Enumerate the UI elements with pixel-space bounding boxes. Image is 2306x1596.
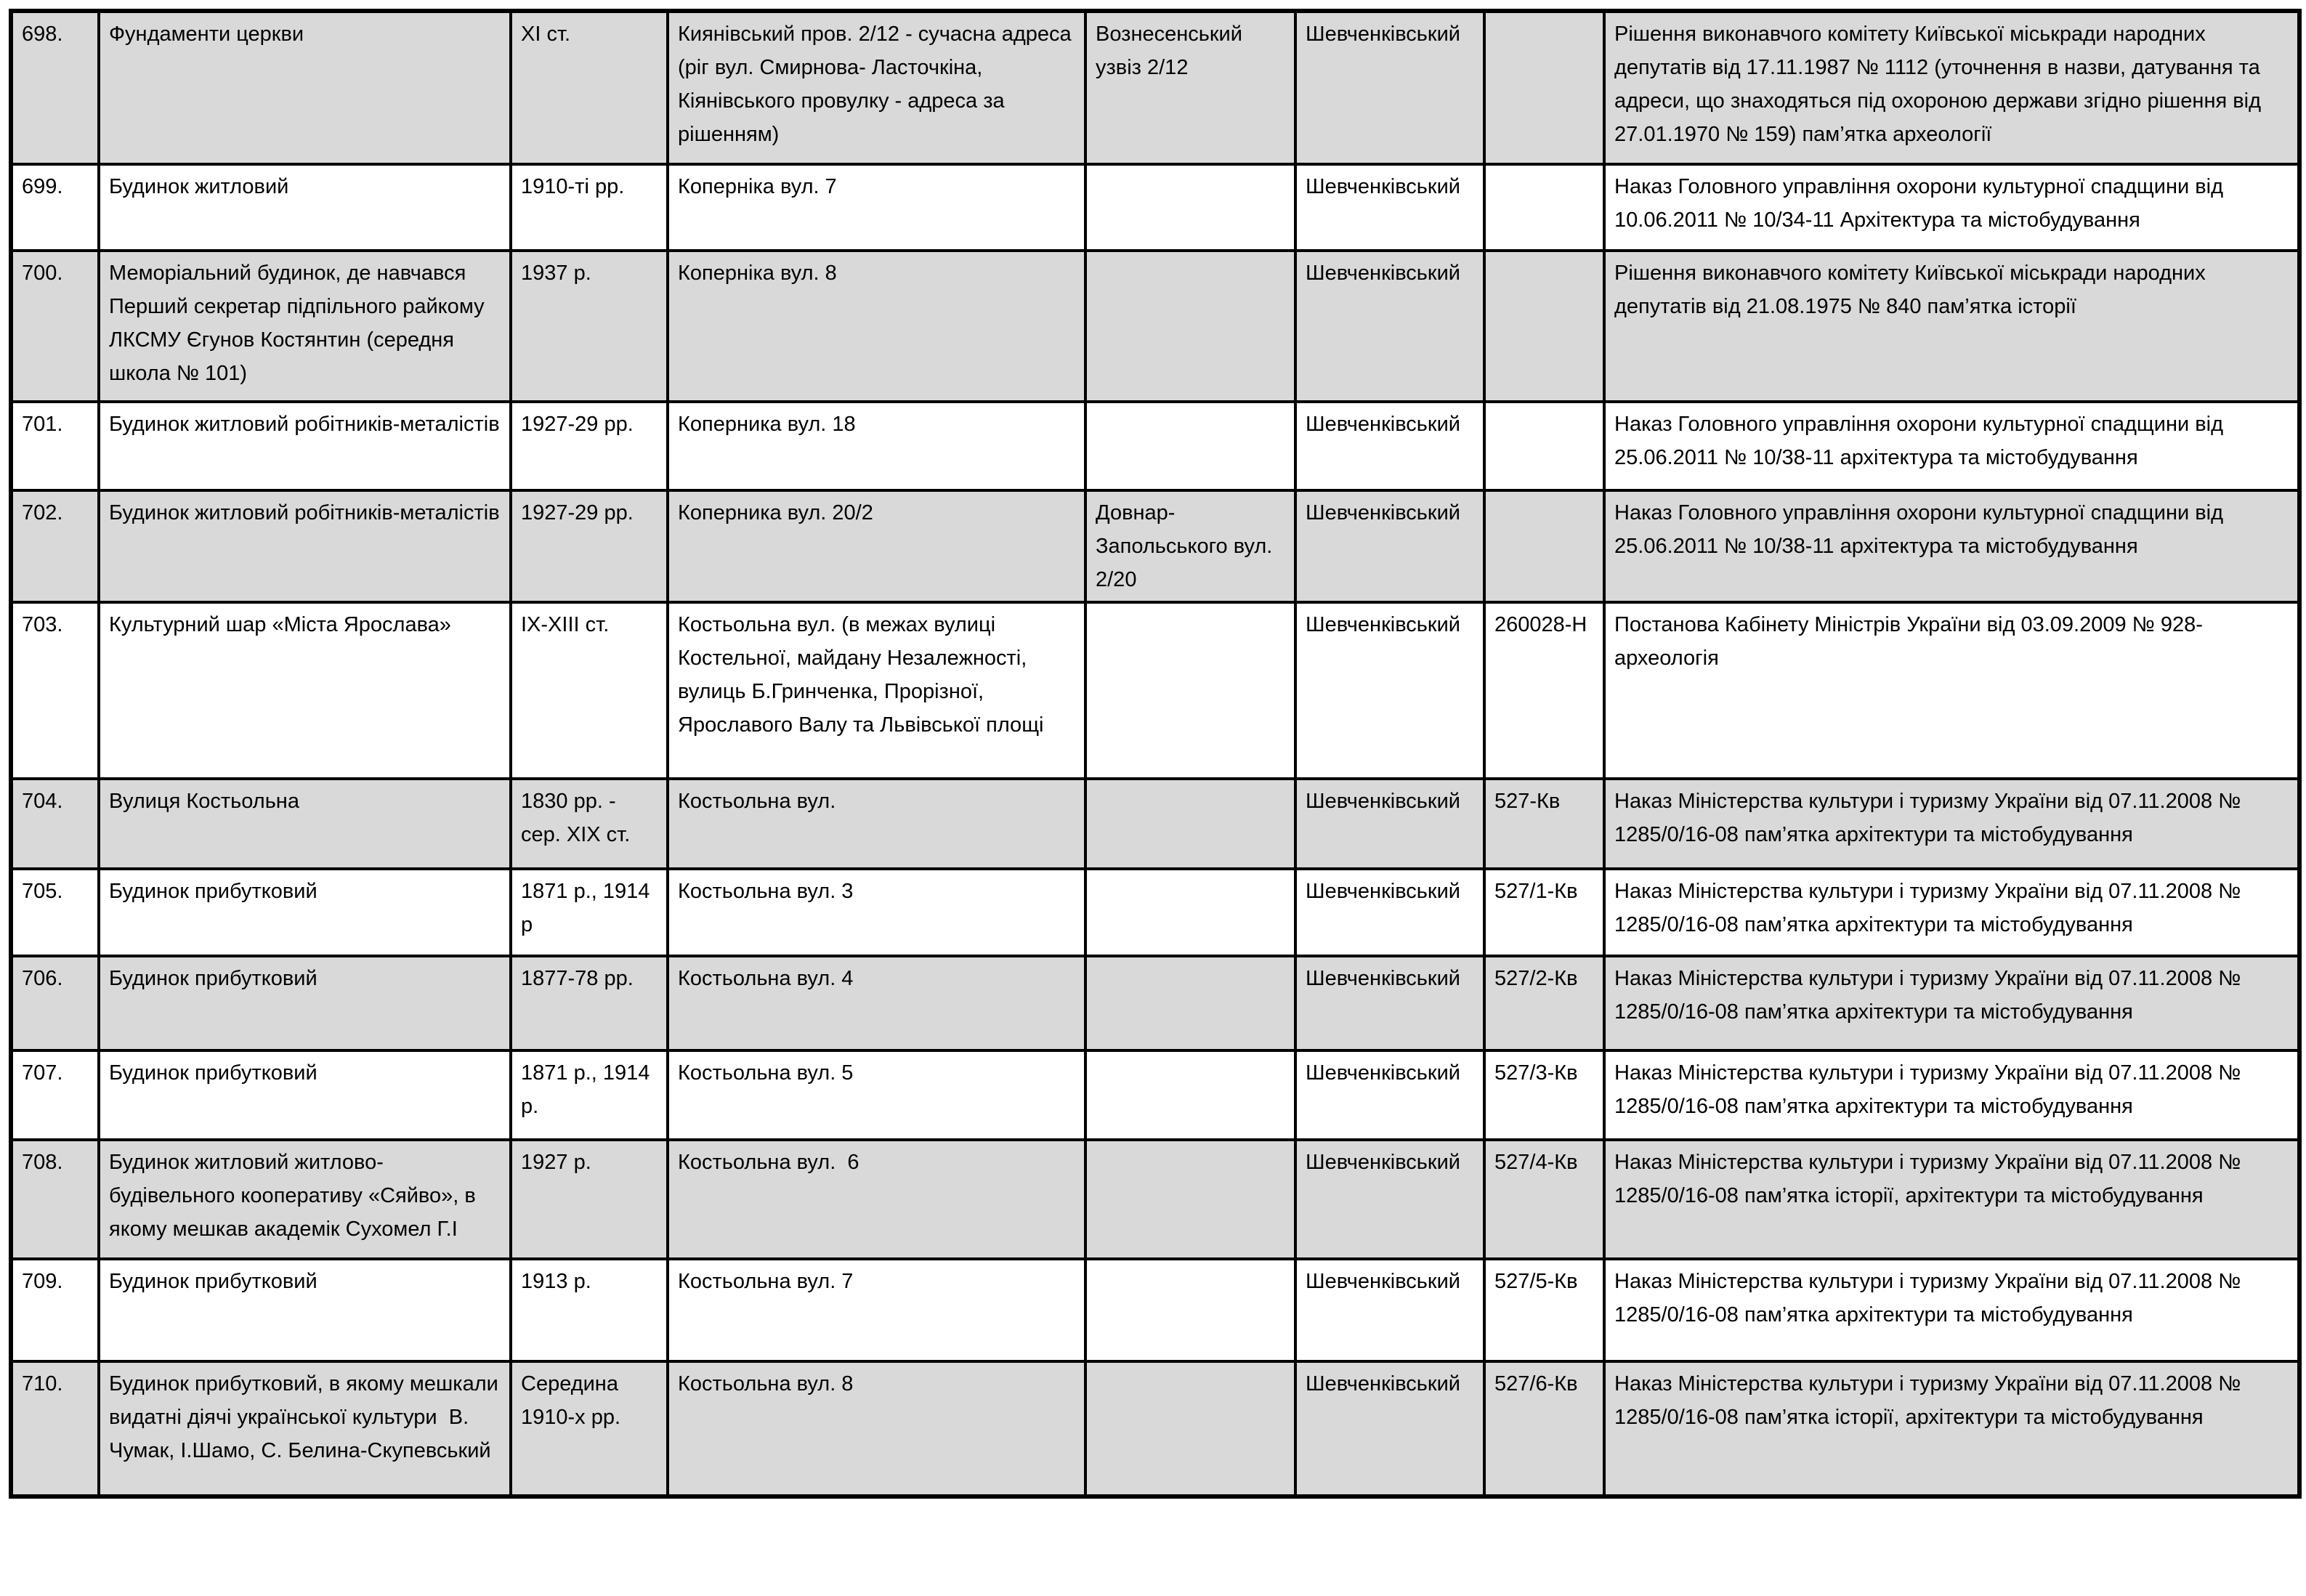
cell-decision: Наказ Міністерства культури і туризму України від 07.11.2008 № 1285/0/16-08 пам’ятка історії, архітектури та містобудування [1604, 1361, 2299, 1496]
cell-reg-number: 527-Кв [1484, 779, 1604, 869]
cell-dating: 1927-29 рр. [511, 490, 668, 602]
cell-decision: Наказ Міністерства культури і туризму України від 07.11.2008 № 1285/0/16-08 пам’ятка архітектури та містобудування [1604, 1259, 2299, 1361]
cell-name: Будинок житловий робітників-металістів [99, 490, 511, 602]
cell-number: 700. [11, 251, 99, 402]
cell-number: 708. [11, 1140, 99, 1259]
cell-address: Костьольна вул. 6 [668, 1140, 1085, 1259]
table-row [11, 490, 2299, 602]
cell-dating: 1877-78 рр. [511, 956, 668, 1050]
cell-decision: Наказ Міністерства культури і туризму України від 07.11.2008 № 1285/0/16-08 пам’ятка архітектури та містобудування [1604, 956, 2299, 1050]
cell-dating: 1927 р. [511, 1140, 668, 1259]
cell-address: Коперника вул. 20/2 [668, 490, 1085, 602]
table-row [11, 251, 2299, 402]
cell-dating: XI ст. [511, 11, 668, 164]
table-row [11, 956, 2299, 1050]
cell-address-alt [1085, 164, 1295, 251]
cell-reg-number [1484, 251, 1604, 402]
table-row [11, 164, 2299, 251]
cell-district: Шевченківський [1295, 402, 1484, 490]
cell-district: Шевченківський [1295, 779, 1484, 869]
cell-name: Будинок прибутковий [99, 1259, 511, 1361]
cell-number: 702. [11, 490, 99, 602]
cell-number: 701. [11, 402, 99, 490]
cell-reg-number: 527/1-Кв [1484, 869, 1604, 956]
cell-district: Шевченківський [1295, 1361, 1484, 1496]
cell-decision: Наказ Міністерства культури і туризму України від 07.11.2008 № 1285/0/16-08 пам’ятка архітектури та містобудування [1604, 779, 2299, 869]
cell-address: Киянівський пров. 2/12 - сучасна адреса (ріг вул. Смирнова- Ласточкіна, Кіянівського провулку - адреса за рішенням) [668, 11, 1085, 164]
table-row [11, 869, 2299, 956]
cell-name: Будинок житловий житлово-будівельного кооперативу «Сяйво», в якому мешкав академік Сухомел Г.І [99, 1140, 511, 1259]
cell-decision: Наказ Міністерства культури і туризму України від 07.11.2008 № 1285/0/16-08 пам’ятка архітектури та містобудування [1604, 869, 2299, 956]
cell-decision: Наказ Головного управління охорони культурної спадщини від 25.06.2011 № 10/38-11 архітектура та містобудування [1604, 490, 2299, 602]
cell-reg-number: 527/2-Кв [1484, 956, 1604, 1050]
cell-number: 706. [11, 956, 99, 1050]
cell-district: Шевченківський [1295, 869, 1484, 956]
cell-reg-number [1484, 11, 1604, 164]
heritage-monuments-table [9, 9, 2302, 1499]
cell-name: Будинок прибутковий, в якому мешкали видатні діячі української культури В. Чумак, І.Шамо, С. Белина-Скупевський [99, 1361, 511, 1496]
cell-district: Шевченківський [1295, 1140, 1484, 1259]
cell-number: 704. [11, 779, 99, 869]
cell-district: Шевченківський [1295, 602, 1484, 779]
table-row [11, 1050, 2299, 1140]
cell-address-alt [1085, 1361, 1295, 1496]
cell-address-alt [1085, 869, 1295, 956]
cell-district: Шевченківський [1295, 956, 1484, 1050]
cell-number: 698. [11, 11, 99, 164]
cell-name: Будинок прибутковий [99, 869, 511, 956]
cell-decision: Наказ Головного управління охорони культурної спадщини від 25.06.2011 № 10/38-11 архітектура та містобудування [1604, 402, 2299, 490]
cell-reg-number: 527/5-Кв [1484, 1259, 1604, 1361]
cell-dating: 1927-29 рр. [511, 402, 668, 490]
cell-dating: 1910-ті рр. [511, 164, 668, 251]
cell-address-alt [1085, 1259, 1295, 1361]
cell-dating: IX-XIII ст. [511, 602, 668, 779]
table-row [11, 1361, 2299, 1496]
table-row [11, 1140, 2299, 1259]
cell-address: Коперника вул. 18 [668, 402, 1085, 490]
cell-decision: Рішення виконавчого комітету Київської міськради народних депутатів від 17.11.1987 № 1112 (уточнення в назви, датування та адреси, що знаходяться під охороною держави згідно рішення від 27.01.1970 № 159) пам’ятка археології [1604, 11, 2299, 164]
cell-address: Коперніка вул. 7 [668, 164, 1085, 251]
cell-address-alt [1085, 402, 1295, 490]
cell-decision: Наказ Міністерства культури і туризму України від 07.11.2008 № 1285/0/16-08 пам’ятка архітектури та містобудування [1604, 1050, 2299, 1140]
cell-dating: Середина 1910-х рр. [511, 1361, 668, 1496]
cell-district: Шевченківський [1295, 11, 1484, 164]
cell-name: Будинок прибутковий [99, 956, 511, 1050]
cell-number: 705. [11, 869, 99, 956]
cell-address-alt [1085, 602, 1295, 779]
table-row [11, 1259, 2299, 1361]
cell-reg-number: 527/4-Кв [1484, 1140, 1604, 1259]
cell-name: Культурний шар «Міста Ярослава» [99, 602, 511, 779]
cell-name: Фундаменти церкви [99, 11, 511, 164]
cell-dating: 1913 р. [511, 1259, 668, 1361]
cell-address: Костьольна вул. (в межах вулиці Костельної, майдану Незалежності, вулиць Б.Гринченка, Прорізної, Ярославого Валу та Львівської площі [668, 602, 1085, 779]
cell-address: Костьольна вул. [668, 779, 1085, 869]
cell-dating: 1871 р., 1914 р. [511, 1050, 668, 1140]
cell-decision: Рішення виконавчого комітету Київської міськради народних депутатів від 21.08.1975 № 840 пам’ятка історії [1604, 251, 2299, 402]
cell-district: Шевченківський [1295, 1050, 1484, 1140]
cell-address-alt: Довнар-Запольського вул. 2/20 [1085, 490, 1295, 602]
cell-number: 699. [11, 164, 99, 251]
cell-reg-number: 527/6-Кв [1484, 1361, 1604, 1496]
table-row [11, 602, 2299, 779]
cell-decision: Наказ Міністерства культури і туризму України від 07.11.2008 № 1285/0/16-08 пам’ятка історії, архітектури та містобудування [1604, 1140, 2299, 1259]
cell-dating: 1937 р. [511, 251, 668, 402]
cell-district: Шевченківський [1295, 1259, 1484, 1361]
cell-reg-number [1484, 402, 1604, 490]
cell-name: Вулиця Костьольна [99, 779, 511, 869]
cell-address: Костьольна вул. 5 [668, 1050, 1085, 1140]
cell-address-alt [1085, 956, 1295, 1050]
cell-name: Будинок прибутковий [99, 1050, 511, 1140]
table-row [11, 779, 2299, 869]
cell-address: Костьольна вул. 4 [668, 956, 1085, 1050]
cell-dating: 1871 р., 1914 р [511, 869, 668, 956]
cell-number: 709. [11, 1259, 99, 1361]
cell-address-alt [1085, 251, 1295, 402]
cell-district: Шевченківський [1295, 490, 1484, 602]
cell-address-alt [1085, 779, 1295, 869]
cell-address: Костьольна вул. 3 [668, 869, 1085, 956]
cell-reg-number [1484, 164, 1604, 251]
cell-decision: Постанова Кабінету Міністрів України від 03.09.2009 № 928- археологія [1604, 602, 2299, 779]
table-row [11, 11, 2299, 164]
cell-district: Шевченківський [1295, 164, 1484, 251]
cell-reg-number: 260028-Н [1484, 602, 1604, 779]
cell-number: 710. [11, 1361, 99, 1496]
cell-reg-number [1484, 490, 1604, 602]
cell-address-alt [1085, 1140, 1295, 1259]
cell-dating: 1830 рр. - сер. XIX ст. [511, 779, 668, 869]
cell-number: 707. [11, 1050, 99, 1140]
cell-reg-number: 527/3-Кв [1484, 1050, 1604, 1140]
cell-name: Будинок житловий [99, 164, 511, 251]
table-row [11, 402, 2299, 490]
cell-address: Коперніка вул. 8 [668, 251, 1085, 402]
cell-address-alt: Вознесенський узвіз 2/12 [1085, 11, 1295, 164]
cell-address-alt [1085, 1050, 1295, 1140]
table-body [11, 11, 2299, 1496]
cell-name: Меморіальний будинок, де навчався Перший секретар підпільного райкому ЛКСМУ Єгунов Костянтин (середня школа № 101) [99, 251, 511, 402]
cell-district: Шевченківський [1295, 251, 1484, 402]
cell-address: Костьольна вул. 7 [668, 1259, 1085, 1361]
cell-decision: Наказ Головного управління охорони культурної спадщини від 10.06.2011 № 10/34-11 Архітектура та містобудування [1604, 164, 2299, 251]
cell-number: 703. [11, 602, 99, 779]
cell-address: Костьольна вул. 8 [668, 1361, 1085, 1496]
cell-name: Будинок житловий робітників-металістів [99, 402, 511, 490]
